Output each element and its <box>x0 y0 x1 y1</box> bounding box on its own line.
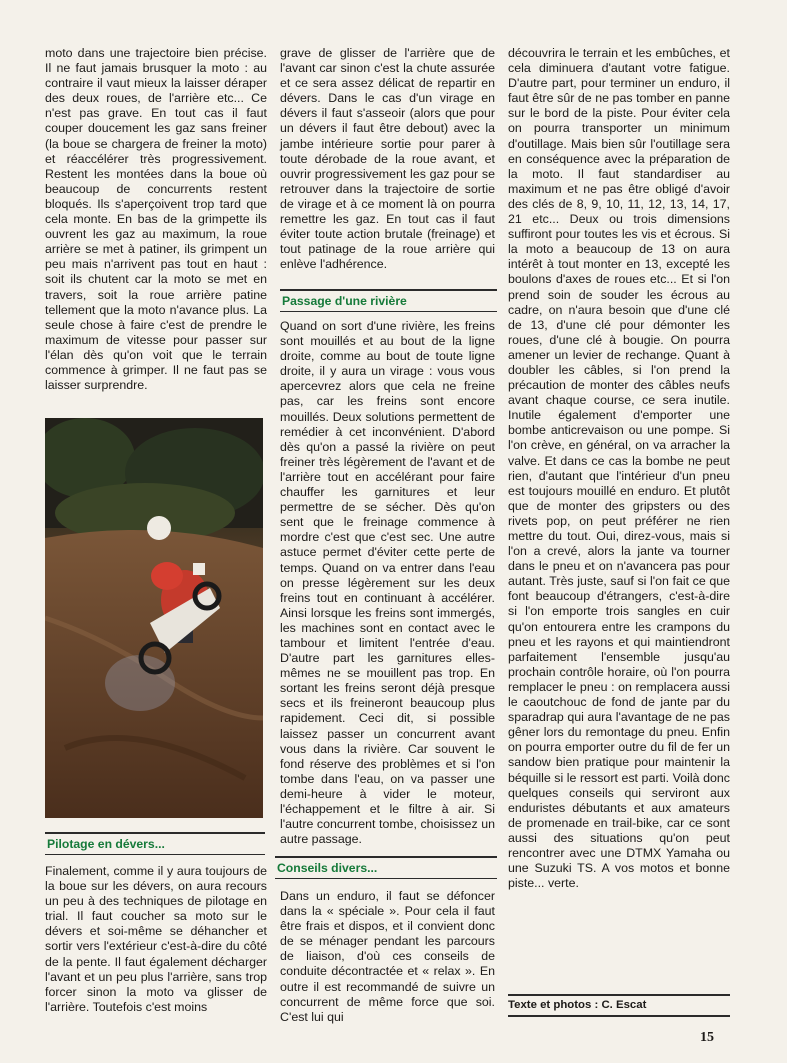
column-2-middle-text: Quand on sort d'une rivière, les freins sont mouillés et au bout de la ligne droite, comme au bout de toute ligne droite, il y aura un virage : vous vous apercevrez alors que cela ne freine pas, car les freins sont encore mouillés. Deux solutions permettent de remédier à cet inconvénient. D'abord dès qu'on a passé la rivière on peut freiner très légèrement de l'avant et de l'arrière tout en accélérant pour faire chauffer les garnitures et leur permettre de se sécher. Dès qu'on sent que le freinage commence à mordre c'est que c'est sec. Une autre astuce permet d'éviter cette perte de temps. Quand on va entrer dans l'eau on presse légèrement sur les deux freins tout en continuant à accélérer. Ainsi lorsque les freins sont immergés, les machines sont en contact avec le tambour et limitent l'entrée d'eau. D'autre part les garnitures elles-mêmes ne se mouillent pas trop. En sortant les freins seront déjà presque secs et ils freineront beaucoup plus rapidement. Ceci dit, si possible laissez passer un concurrent avant vous dans la rivière. Car souvent le fond réserve des problèmes et si l'on tombe dans l'eau, on va passer une demi-heure à vider le moteur, l'échappement et le filtre à air. Si l'autre concurrent tombe, choisissez un autre passage. <box>280 319 495 847</box>
heading-passage-riviere: Passage d'une rivière <box>280 289 497 312</box>
column-2-bottom-text: Dans un enduro, il faut se défoncer dans la « spéciale ». Pour cela il faut être frais et dispos, et il convient donc de se ménager pendant les parcours de liaison, d'où ces conseils de conduite décontractée et « relax ». En outre il est recommandé de suivre un concurrent de même force que soi. C'est lui qui <box>280 889 495 1024</box>
motocross-rider-photo <box>45 418 263 818</box>
author-credit: Texte et photos : C. Escat <box>508 994 730 1017</box>
column-1-top-text: moto dans une trajectoire bien précise. Il ne faut jamais brusquer la moto : au contraire il vaut mieux la laisser déraper des deux roues, de l'arrière etc... Ce n'est pas grave. En tout cas il faut couper doucement les gaz sans freiner (la boue se chargera de freiner la moto) et réaccélérer très progressivement. Restent les montées dans la boue où beaucoup de concurrents restent bloqués. Ils s'aperçoivent trop tard que cela monte. En bas de la grimpette ils ouvrent les gaz au maximum, la roue arrière se met à patiner, ils grimpent un peu mais n'arrivent pas tout en haut : soit ils chutent car la moto se met en travers, soit la roue arrière patine tellement que la moto n'avance plus. La seule chose à faire c'est de prendre le maximum de vitesse pour passer sur l'élan dès qu'on voit que le terrain commence à grimper. Il ne faut pas se laisser surprendre. <box>45 46 267 393</box>
column-3-text: découvrira le terrain et les embûches, et cela diminuera d'autant votre fatigue. D'autre part, pour terminer un enduro, il faut être sûr de ne pas tomber en panne sur le bord de la piste. Pour éviter cela on pourra transporter un minimum d'outillage. Mais bien sûr l'outillage sera en conséquence avec la préparation de la moto. Il faut standardiser au maximum et ne pas être obligé d'avoir des clés de 8, 9, 10, 11, 12, 13, 14, 17, 21 etc... Deux ou trois dimensions suffiront pour toutes les vis et écrous. Si la moto a beaucoup de 13 on aura intérêt à tout monter en 13, excepté les boulons d'axes de roues etc... Et si l'on prend soin de souder les écrous au cadre, on n'aura besoin que d'une clé de 13, d'une clé pour démonter les roues, d'une clé à bougie. On pourra amener un levier de rechange. Quant à doubler les câbles, si l'on prend la précaution de monter des câbles neufs avant chaque course, ce sera inutile. Inutile également d'emporter une bombe anticrevaison ou une pompe. Si l'on crève, en général, on va arracher la valve. Et dans ce cas la bombe ne peut rien, d'autant que l'intérieur d'un pneu est toujours mouillé en enduro. Et plutôt que de monter des gripsters ou des rivets pop, on peut préférer ne rien mettre du tout. Oui, direz-vous, mais si l'on a crevé, alors la jante va tourner dans le pneu et on n'avancera pas pour autant. Très juste, sauf si l'on fait ce que font beaucoup d'étrangers, c'est-à-dire si l'on emporte trois sangles en cuir qu'on entourera entre les crampons du pneu et les rayons et qui maintiendront parfaitement l'ensemble jusqu'au prochain contrôle horaire, où l'on pourra remplacer le pneu : on remplacera aussi le caoutchouc de fond de jante par du sparadrap qui aura l'avantage de ne pas gêner lors du remontage du pneu. Enfin on pourra emporter outre du fil de fer un sandow bien pratique pour maintenir la béquille si le ressort est parti. Voilà donc quelques conseils qui serviront aux enduristes débutants et aux amateurs de promenade en trail-bike, car ce sont aussi des situations qu'on peut rencontrer avec une DTMX Yamaha ou une Suzuki TS. A vos motos et bonne piste... verte. <box>508 46 730 891</box>
heading-conseils-divers: Conseils divers... <box>275 856 497 879</box>
column-1-bottom-text: Finalement, comme il y aura toujours de la boue sur les dévers, on aura recours un peu à des techniques de pilotage en trial. Il faut coucher sa moto sur le dévers et soi-même se déhancher et sortir vers l'extérieur c'est-à-dire du côté de la pente. Il faut également décharger l'avant et un peu plus l'arrière, sans trop forcer sinon la moto va glisser de l'arrière. Toutefois c'est moins <box>45 864 267 1014</box>
page-number: 15 <box>700 1030 714 1045</box>
column-2-top-text: grave de glisser de l'arrière que de l'avant car sinon c'est la chute assurée et ce sera assez délicat de repartir en dévers. Dans le cas d'un virage en dévers il faut s'asseoir (alors que pour un dévers il faut être debout) avec la jambe intérieure sortie pour parer à toute dérobade de la roue avant, et ouvrir progressivement les gaz pour se retrouver dans la trajectoire de sortie de virage et à ce moment là on pourra remettre les gaz. En tout cas il faut éviter toute action brutale (freinage) et tout patinage de la roue arrière qui enlève l'adhérence. <box>280 46 495 272</box>
heading-pilotage-devers: Pilotage en dévers... <box>45 832 265 855</box>
